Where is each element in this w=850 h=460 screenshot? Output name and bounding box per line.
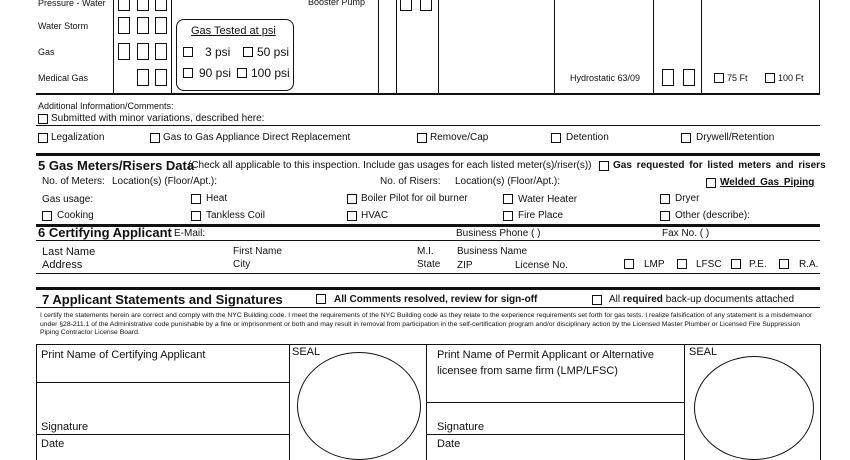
all-required-word-rest: back-up documents attached xyxy=(665,294,795,305)
ft-100-label: 100 Ft xyxy=(778,73,804,83)
all-comments-checkbox[interactable] xyxy=(316,294,326,304)
date-1-label: Date xyxy=(41,438,65,450)
water-storm-box-2[interactable] xyxy=(137,17,149,34)
additional-info-label: Additional Information/Comments: xyxy=(38,101,174,111)
water-storm-box-3[interactable] xyxy=(155,17,167,34)
psi-90-checkbox[interactable] xyxy=(183,68,193,78)
gas-to-gas-label: Gas to Gas Appliance Direct Replacement xyxy=(163,132,351,143)
section-6-title: 6 Certifying Applicant xyxy=(38,225,172,240)
cooking-label: Cooking xyxy=(57,210,94,221)
date-2-label: Date xyxy=(437,438,461,450)
ft-75-checkbox[interactable] xyxy=(714,73,724,83)
no-risers-label: No. of Risers: xyxy=(380,176,441,187)
business-phone-label: Business Phone ( ) xyxy=(456,228,541,239)
cooking-checkbox[interactable] xyxy=(42,211,52,221)
booster-pump-label: Booster Pump xyxy=(308,0,366,7)
submitted-variations-label: Submitted with minor variations, described here: xyxy=(51,113,265,124)
other-label: Other (describe): xyxy=(675,210,751,221)
hydrostatic-box-2[interactable] xyxy=(683,69,695,86)
email-label: E-Mail: xyxy=(174,228,206,239)
zip-label: ZIP xyxy=(457,260,473,271)
detention-label: Detention xyxy=(566,132,609,143)
water-storm-label: Water Storm xyxy=(38,21,89,31)
detention-checkbox[interactable] xyxy=(551,133,561,143)
gas-box-1[interactable] xyxy=(118,43,130,60)
ra-checkbox[interactable] xyxy=(779,259,789,269)
gas-box-3[interactable] xyxy=(155,43,167,60)
gas-box-2[interactable] xyxy=(137,43,149,60)
psi-100-label: 100 psi xyxy=(251,66,290,80)
psi-50-label: 50 psi xyxy=(257,45,290,59)
heat-checkbox[interactable] xyxy=(191,194,201,204)
fire-place-checkbox[interactable] xyxy=(503,211,513,221)
print-permit-label: Print Name of Permit Applicant or Alternative licensee from same firm (LMP/LFSC) xyxy=(437,349,655,377)
ft-100-checkbox[interactable] xyxy=(765,73,775,83)
lfsc-label: LFSC xyxy=(696,259,722,270)
address-label: Address xyxy=(42,259,83,271)
lfsc-checkbox[interactable] xyxy=(677,259,687,269)
gas-tested-title: Gas Tested at psi xyxy=(191,25,276,37)
section-5-note: (Check all applicable to this inspection. Include gas usages for each listed meter(s)/riser(s)) xyxy=(188,160,592,171)
section-5-title: 5 Gas Meters/Risers Data xyxy=(38,158,195,173)
pressure-water-box-3[interactable] xyxy=(155,0,167,11)
signature-2-label: Signature xyxy=(437,421,485,433)
hvac-checkbox[interactable] xyxy=(347,211,357,221)
mi-label: M.I. xyxy=(417,246,434,257)
medical-gas-box-2[interactable] xyxy=(137,69,149,86)
water-heater-label: Water Heater xyxy=(518,194,578,205)
water-storm-box-1[interactable] xyxy=(118,17,130,34)
fire-place-label: Fire Place xyxy=(518,210,564,221)
psi-100-checkbox[interactable] xyxy=(237,68,247,78)
welded-gas-piping-label: Welded Gas Piping xyxy=(720,177,815,188)
risers-locations-label: Location(s) (Floor/Apt.): xyxy=(455,176,561,187)
certification-statement: I certify the statements herein are correct and comply with the NYC Building code. I meet the requirements of the NYC Building code as they relate to the experience requirements set forth for gas tests. I realize falsification of any statement is a misdemeanor under §28-211.1 of the Administrative code punishable by a fine or imprisonment or both and may result in removal from participation in the self-certification program and/or disciplinary action by the Licensed Master Plumber or Licensed Fire Suppression Piping Contractor License Board. xyxy=(40,312,813,337)
signature-1-label: Signature xyxy=(41,421,89,433)
gas-requested-label: Gas requested for listed meters and risers xyxy=(613,160,826,171)
ra-label: R.A. xyxy=(799,259,819,270)
legalization-checkbox[interactable] xyxy=(38,133,48,143)
water-heater-checkbox[interactable] xyxy=(503,194,513,204)
section-7-title: 7 Applicant Statements and Signatures xyxy=(42,292,283,307)
tankless-coil-label: Tankless Coil xyxy=(206,210,265,221)
boiler-pilot-label: Boiler Pilot for oil burner xyxy=(361,193,468,204)
business-name-label: Business Name xyxy=(457,246,528,257)
gas-requested-checkbox[interactable] xyxy=(599,161,609,171)
hvac-label: HVAC xyxy=(361,210,389,221)
psi-3-checkbox[interactable] xyxy=(183,47,193,57)
all-required-word-all: All xyxy=(609,294,621,305)
remove-cap-checkbox[interactable] xyxy=(417,133,427,143)
medical-gas-label: Medical Gas xyxy=(38,73,89,83)
booster-pump-box-1[interactable] xyxy=(400,0,412,11)
print-certifying-label: Print Name of Certifying Applicant xyxy=(41,349,206,361)
fax-label: Fax No. ( ) xyxy=(662,228,710,239)
booster-pump-box-2[interactable] xyxy=(420,0,432,11)
drywell-checkbox[interactable] xyxy=(681,133,691,143)
no-meters-label: No. of Meters: xyxy=(42,176,105,187)
license-no-label: License No. xyxy=(515,260,568,271)
dryer-checkbox[interactable] xyxy=(660,194,670,204)
seal-1-circle xyxy=(297,352,421,460)
dryer-label: Dryer xyxy=(675,193,700,204)
remove-cap-label: Remove/Cap xyxy=(430,132,489,143)
gas-usage-label: Gas usage: xyxy=(42,194,94,205)
gas-to-gas-checkbox[interactable] xyxy=(150,133,160,143)
gas-label: Gas xyxy=(38,47,55,57)
hydrostatic-box-1[interactable] xyxy=(662,69,674,86)
all-required-checkbox[interactable] xyxy=(592,295,602,305)
lmp-label: LMP xyxy=(644,259,665,270)
heat-label: Heat xyxy=(206,193,228,204)
pressure-water-label: Pressure - Water xyxy=(38,0,106,8)
all-required-label xyxy=(609,294,794,306)
tankless-coil-checkbox[interactable] xyxy=(191,211,201,221)
lmp-checkbox[interactable] xyxy=(624,259,634,269)
hydrostatic-label: Hydrostatic 63/09 xyxy=(570,73,641,83)
psi-3-label: 3 psi xyxy=(205,45,231,59)
first-name-label: First Name xyxy=(233,246,282,257)
drywell-label: Drywell/Retention xyxy=(696,132,775,143)
other-checkbox[interactable] xyxy=(660,211,670,221)
medical-gas-box-3[interactable] xyxy=(155,69,167,86)
state-label: State xyxy=(417,259,441,270)
submitted-variations-checkbox[interactable] xyxy=(38,114,48,124)
pe-label: P.E. xyxy=(749,259,767,270)
pressure-water-box-1[interactable] xyxy=(118,0,130,11)
city-label: City xyxy=(233,259,251,270)
pressure-water-box-2[interactable] xyxy=(137,0,149,11)
seal-2-circle xyxy=(694,356,814,460)
legalization-label: Legalization xyxy=(51,132,105,143)
psi-90-label: 90 psi xyxy=(199,66,232,80)
seal-2-label: SEAL xyxy=(689,346,718,358)
all-comments-label: All Comments resolved, review for sign-off xyxy=(334,294,538,305)
psi-50-checkbox[interactable] xyxy=(243,47,253,57)
boiler-pilot-checkbox[interactable] xyxy=(347,194,357,204)
seal-1-label: SEAL xyxy=(292,346,321,358)
welded-gas-piping-checkbox[interactable] xyxy=(706,178,716,188)
ft-75-label: 75 Ft xyxy=(727,73,748,83)
all-required-word-required: required xyxy=(622,294,663,305)
meters-locations-label: Location(s) (Floor/Apt.): xyxy=(112,176,218,187)
pe-checkbox[interactable] xyxy=(731,259,741,269)
last-name-label: Last Name xyxy=(42,246,96,258)
